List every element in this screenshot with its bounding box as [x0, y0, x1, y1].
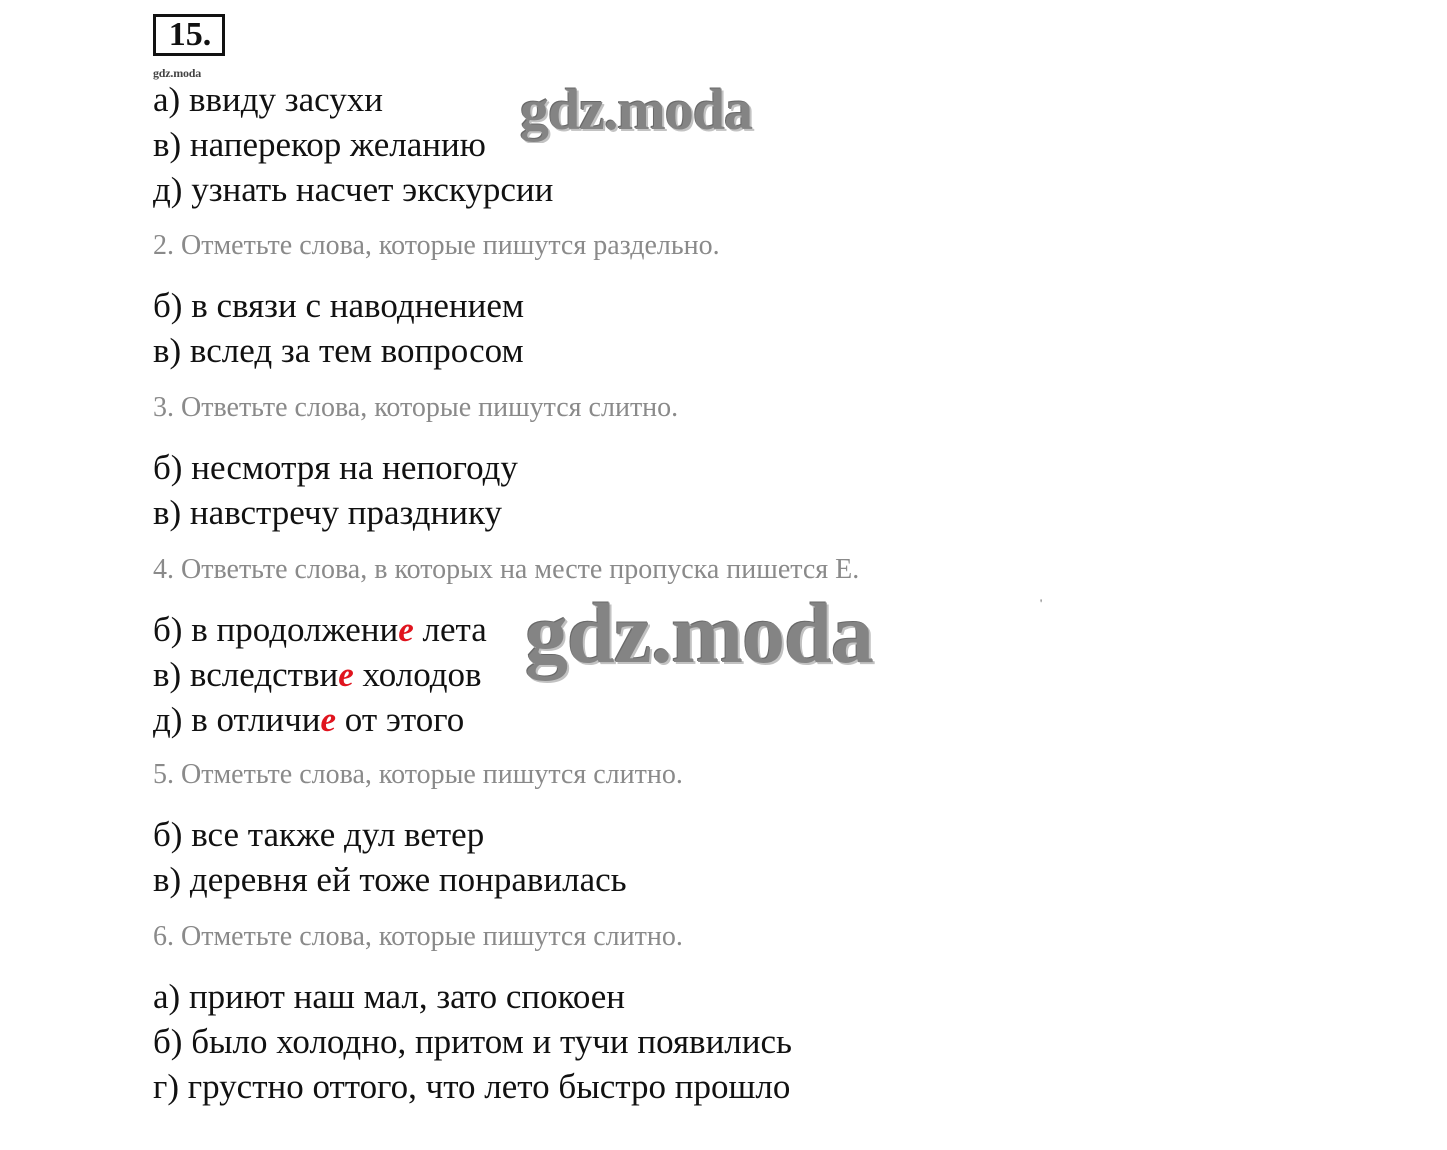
highlighted-letter: е: [338, 655, 354, 694]
answer-text: от этого: [336, 700, 465, 739]
answer-text: холодов: [353, 655, 482, 694]
answer-line: [153, 655, 482, 695]
question-4: 4. Ответьте слова, в которых на месте пропуска пишется Е.: [153, 554, 860, 585]
answer-line: б) все также дул ветер: [153, 815, 485, 854]
answer-line: б) в связи с наводнением: [153, 286, 525, 325]
watermark-small: gdz.moda: [153, 66, 202, 80]
watermark-logo: gdz.moda: [520, 77, 753, 142]
task-number-box: 15.: [153, 14, 225, 56]
answer-line: а) приют наш мал, зато спокоен: [153, 977, 626, 1016]
answer-text: д) в отличи: [153, 700, 321, 739]
answer-line: д) узнать насчет экскурсии: [153, 170, 554, 209]
answer-line: в) вслед за тем вопросом: [153, 331, 524, 370]
answer-line: а) ввиду засухи: [153, 80, 383, 119]
answer-line: [153, 610, 487, 650]
question-5: 5. Отметьте слова, которые пишутся слитно.: [153, 759, 683, 790]
highlighted-letter: е: [398, 610, 414, 649]
watermark-logo: gdz.moda: [525, 585, 873, 681]
answer-line: в) навстречу празднику: [153, 493, 503, 532]
answer-line: б) несмотря на непогоду: [153, 448, 518, 487]
highlighted-letter: е: [320, 700, 337, 739]
answer-line: [153, 700, 464, 740]
answer-text: б) в продолжени: [153, 610, 399, 649]
answer-line: б) было холодно, притом и тучи появились: [153, 1022, 792, 1061]
answer-text: лета: [413, 610, 487, 649]
question-6: 6. Отметьте слова, которые пишутся слитно.: [153, 921, 683, 952]
answer-text: в) вследстви: [153, 655, 339, 694]
answer-line: г) грустно оттого, что лето быстро прошло: [153, 1067, 791, 1106]
answer-line: в) наперекор желанию: [153, 125, 486, 164]
stray-mark: ': [1040, 596, 1043, 610]
answer-line: в) деревня ей тоже понравилась: [153, 860, 627, 899]
question-2: 2. Отметьте слова, которые пишутся раздельно.: [153, 230, 720, 261]
question-3: 3. Ответьте слова, которые пишутся слитно.: [153, 392, 679, 423]
